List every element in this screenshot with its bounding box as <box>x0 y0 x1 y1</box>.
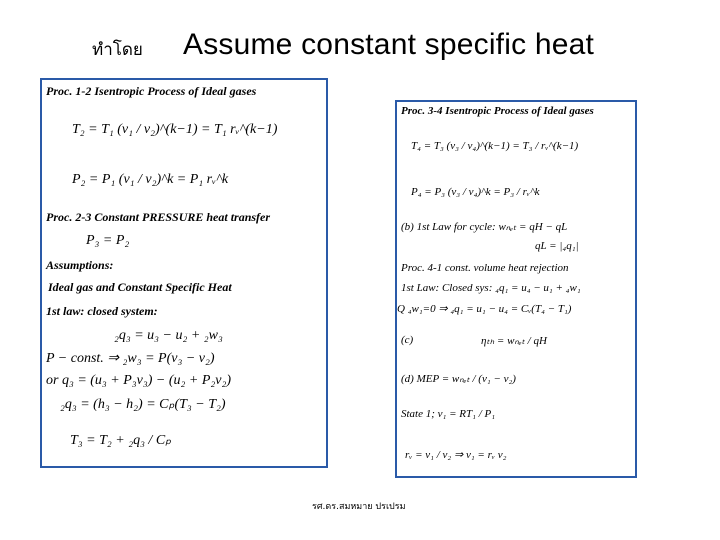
state-1-volume: State 1; v₁ = RT₁ / P₁ <box>401 408 496 420</box>
title-prefix: ทำโดย <box>92 40 143 60</box>
heading-proc-2-3: Proc. 2-3 Constant PRESSURE heat transfer <box>46 210 271 224</box>
equation-enthalpy: ₂q₃ = (h₃ − h₂) = Cₚ(T₃ − T₂) <box>60 397 226 412</box>
equation-t3: T₃ = T₂ + ₂q₃ / Cₚ <box>70 433 172 448</box>
page-title: Assume constant specific heat <box>183 28 595 61</box>
equation-or: or q₃ = (u₃ + P₃v₃) − (u₂ + P₂v₂) <box>46 373 231 388</box>
equation-p4: P₄ = P₃ (v₃ / v₄)^k = P₃ / rᵥ^k <box>411 186 540 198</box>
heading-proc-4-1: Proc. 4-1 const. volume heat rejection <box>401 262 569 274</box>
equation-p2: P₂ = P₁ (v₁ / v₂)^k = P₁ rᵥ^k <box>72 172 229 187</box>
first-law-label: 1st law: closed system: <box>46 304 158 318</box>
left-equation-panel <box>40 78 328 468</box>
assumptions-label: Assumptions: <box>46 258 114 272</box>
equation-q3: ₂q₃ = u₃ − u₂ + ₂w₃ <box>114 328 223 343</box>
assumption-item: Ideal gas and Constant Specific Heat <box>48 280 232 294</box>
equation-const-pressure: P − const. ⇒ ₂w₃ = P(v₃ − v₂) <box>46 351 215 366</box>
equation-efficiency: ηₜₕ = wₙₑₜ / qH <box>481 335 547 347</box>
equation-w41: Q ₄w₁=0 ⇒ ₄q₁ = u₁ − u₄ = Cᵥ(T₄ − T₁) <box>397 303 572 315</box>
item-c-label: (c) <box>401 334 414 346</box>
closed-system-law: 1st Law: Closed sys: ₄q₁ = u₄ − u₁ + ₄w₁ <box>401 282 581 294</box>
equation-mep: (d) MEP = wₙₑₜ / (v₁ − v₂) <box>401 373 516 385</box>
right-equation-panel <box>395 100 637 478</box>
equation-t2: T₂ = T₁ (v₁ / v₂)^(k−1) = T₁ rᵥ^(k−1) <box>72 122 278 137</box>
equation-compression-ratio: rᵥ = v₁ / v₂ ⇒ v₁ = rᵥ v₂ <box>405 449 507 461</box>
equation-t4: T₄ = T₃ (v₃ / v₄)^(k−1) = T₃ / rᵥ^(k−1) <box>411 140 579 152</box>
equation-p3: P₃ = P₂ <box>86 233 130 248</box>
equation-ql: qL = |₄q₁| <box>535 240 579 252</box>
first-law-cycle: (b) 1st Law for cycle: wₙₑₜ = qH − qL <box>401 221 568 233</box>
author-footer: รศ.ดร.สมหมาย ปรเปรม <box>312 502 406 512</box>
heading-proc-3-4: Proc. 3-4 Isentropic Process of Ideal gases <box>401 105 594 117</box>
heading-proc-1-2: Proc. 1-2 Isentropic Process of Ideal gases <box>46 84 257 98</box>
